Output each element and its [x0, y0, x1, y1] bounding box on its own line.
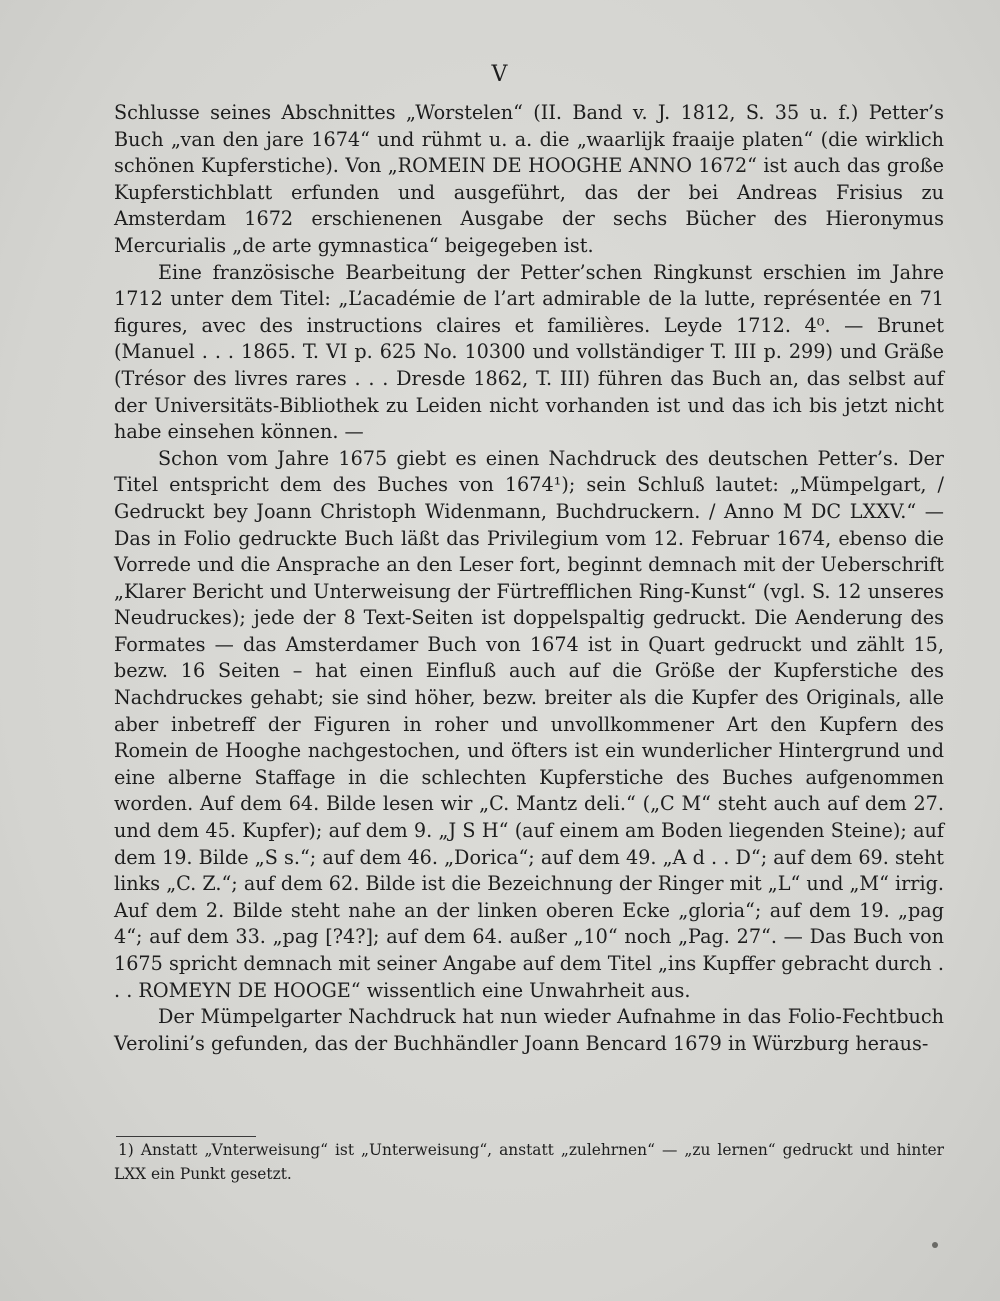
print-speck	[932, 1242, 938, 1248]
footnote	[114, 1138, 944, 1186]
footnote-text: Anstatt „Vnterweisung“ ist „Unterweisung“, anstatt „zulehrnen“ — „zu lernen“ gedruckt und hinter LXX ein Punkt gesetzt.	[114, 1141, 944, 1183]
footnote-number: 1)	[118, 1141, 134, 1159]
paragraph-1: Schlusse seines Abschnittes „Worstelen“ (II. Band v. J. 1812, S. 35 u. f.) Petter’s Buch „van den jare 1674“ und rühmt u. a. die „waarlijk fraaije platen“ (die wirklich schönen Kupferstiche). Von „ROMEIN DE HOOGHE ANNO 1672“ ist auch das große Kupferstichblatt erfunden und ausgeführt, das der bei Andreas Frisius zu Amsterdam 1672 erschienenen Ausgabe der sechs Bücher des Hieronymus Mercurialis „de arte gymnastica“ beigegeben ist.	[114, 101, 944, 257]
body-text	[114, 100, 944, 1057]
paragraph-4: Der Mümpelgarter Nachdruck hat nun wieder Aufnahme in das Folio-Fechtbuch Verolini’s gefunden, das der Buchhändler Joann Bencard 1679 in Würzburg heraus-	[114, 1005, 944, 1055]
page-number: V	[491, 62, 509, 87]
paragraph-2: Eine französische Bearbeitung der Petter’schen Ringkunst erschien im Jahre 1712 unter dem Titel: „L’académie de l’art admirable de la lutte, représentée en 71 figures, avec des instructions claires et familières. Leyde 1712. 4⁰. — Brunet (Manuel . . . 1865. T. VI p. 625 No. 10300 und vollständiger T. III p. 299) und Gräße (Trésor des livres rares . . . Dresde 1862, T. III) führen das Buch an, das selbst auf der Universitäts-Bibliothek zu Leiden nicht vorhanden ist und das ich bis jetzt nicht habe einsehen können. —	[114, 260, 944, 444]
footnote-divider	[116, 1136, 256, 1137]
paragraph-3: Schon vom Jahre 1675 giebt es einen Nachdruck des deutschen Petter’s. Der Titel entspricht dem des Buches von 1674¹); sein Schluß lautet: „Mümpelgart, / Gedruckt bey Joann Christoph Widenmann, Buchdruckern. / Anno M DC LXXV.“ — Das in Folio gedruckte Buch läßt das Privilegium vom 12. Februar 1674, ebenso die Vorrede und die Ansprache an den Leser fort, beginnt demnach mit der Ueberschrift „Klarer Bericht und Unterweisung der Fürtrefflichen Ring-Kunst“ (vgl. S. 12 unseres Neudruckes); jede der 8 Text-Seiten ist doppelspaltig gedruckt. Die Aenderung des Formates — das Amsterdamer Buch von 1674 ist in Quart gedruckt und zählt 15, bezw. 16 Seiten – hat einen Einfluß auch auf die Größe der Kupferstiche des Nachdruckes gehabt; sie sind höher, bezw. breiter als die Kupfer des Originals, alle aber inbetreff der Figuren in roher und unvollkommener Art den Kupfern des Romein de Hooghe nachgestochen, und öfters ist ein wunderlicher Hintergrund und eine alberne Staffage in die schlechten Kupferstiche des Buches aufgenommen worden. Auf dem 64. Bilde lesen wir „C. Mantz deli.“ („C M“ steht auch auf dem 27. und dem 45. Kupfer); auf dem 9. „J S H“ (auf einem am Boden liegenden Steine); auf dem 19. Bilde „S s.“; auf dem 46. „Dorica“; auf dem 49. „A d . . D“; auf dem 69. steht links „C. Z.“; auf dem 62. Bilde ist die Bezeichnung der Ringer mit „L“ und „M“ irrig. Auf dem 2. Bilde steht nahe an der linken oberen Ecke „gloria“; auf dem 19. „pag 4“; auf dem 33. „pag [?4?]; auf dem 64. außer „10“ noch „Pag. 27“. — Das Buch von 1675 spricht demnach mit seiner Angabe auf dem Titel „ins Kupffer gebracht durch . . . ROMEYN DE HOOGE“ wissentlich eine Unwahrheit aus.	[114, 446, 944, 1002]
